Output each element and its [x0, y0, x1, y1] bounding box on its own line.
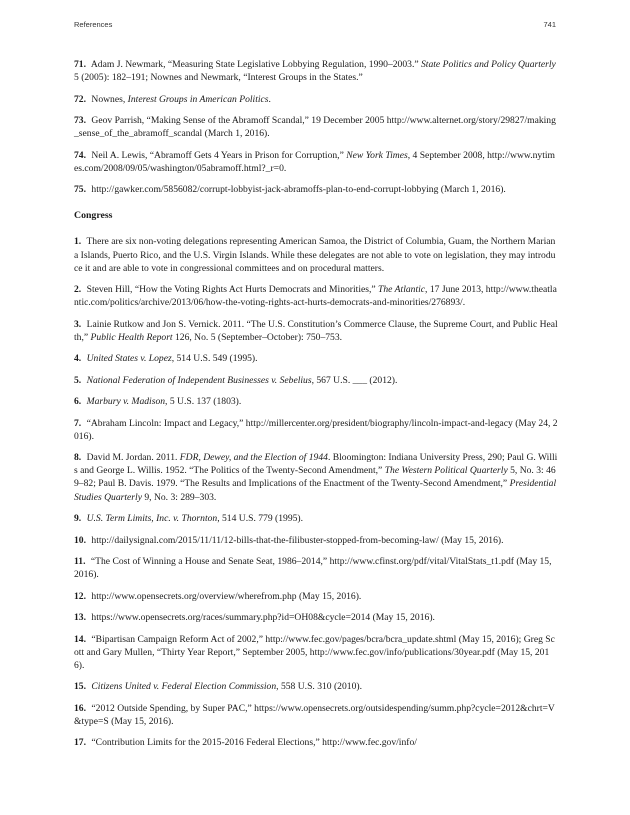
reference-note — [74, 352, 558, 365]
note-text: , 567 U.S. ___ (2012). — [311, 374, 398, 386]
notes-list-previous-chapter — [74, 58, 558, 196]
references-body — [74, 58, 558, 758]
note-number: 15. — [74, 681, 86, 693]
note-number: 7. — [74, 417, 82, 429]
reference-note — [74, 235, 558, 274]
note-number: 9. — [74, 513, 82, 525]
note-number: 74. — [74, 149, 86, 161]
note-text: http://gawker.com/5856082/corrupt-lobbyist-jack-abramoffs-plan-to-end-corrupt-lobbying (March 1, 2016). — [91, 184, 506, 196]
note-text: http://www.opensecrets.org/overview/wherefrom.php (May 15, 2016). — [91, 590, 362, 602]
note-text: “Abraham Lincoln: Impact and Legacy,” http://millercenter.org/president/biography/lincoln-impact-and-legacy (May 24, 2016). — [74, 417, 558, 442]
reference-note — [74, 512, 558, 525]
note-italic-title: FDR, Dewey, and the Election of 1944 — [179, 452, 328, 464]
reference-note — [74, 736, 558, 749]
note-italic-title: Marbury v. Madison — [86, 396, 166, 408]
note-text: “Bipartisan Campaign Reform Act of 2002,” http://www.fec.gov/pages/bcra/bcra_update.shtml (May 15, 2016); Greg Scott and Gary Mullen, “Thirty Year Report,” September 2005, http://www.fec.gov/info/publications/30year.pdf (May 15, 2016). — [74, 633, 555, 671]
page-number: 741 — [543, 20, 556, 29]
note-italic-title: Interest Groups in American Politics — [127, 93, 269, 105]
note-text: . — [268, 93, 271, 105]
note-number: 8. — [74, 452, 82, 464]
reference-note — [74, 611, 558, 624]
reference-note — [74, 555, 558, 581]
note-italic-title: The Western Political Quarterly — [384, 465, 508, 477]
note-number: 10. — [74, 534, 86, 546]
note-text: 5 (2005): 182–191; Nownes and Newmark, “Interest Groups in the States.” — [74, 72, 363, 84]
note-text: Nownes, — [91, 93, 128, 105]
reference-note — [74, 374, 558, 387]
reference-note — [74, 183, 558, 196]
running-header-title: References — [74, 20, 113, 29]
note-text: There are six non-voting delegations representing American Samoa, the District of Columbia, Guam, the Northern Mariana Islands, Puerto Rico, and the U.S. Virgin Islands. While these delegates are not able to vote on legislation, they may introduce it and are able to vote in congressional committees and on procedural matters. — [74, 236, 556, 274]
note-text: , 4 September 2008, http://www.nytimes.com/2008/09/05/washington/05abramoff.html?_r=0. — [74, 149, 556, 174]
reference-note — [74, 114, 558, 140]
note-text: Neil A. Lewis, “Abramoff Gets 4 Years in Prison for Corruption,” — [91, 149, 347, 161]
note-text: , 17 June 2013, http://www.theatlantic.com/politics/archive/2013/06/how-the-voting-rights-act-hurts-democrats-and-minorities/276893/. — [74, 284, 557, 309]
note-number: 3. — [74, 318, 82, 330]
notes-list-congress — [74, 235, 558, 749]
reference-note — [74, 93, 558, 106]
note-italic-title: Citizens United v. Federal Election Commission — [91, 681, 277, 693]
reference-note — [74, 283, 558, 309]
note-number: 71. — [74, 59, 86, 70]
note-number: 5. — [74, 374, 82, 386]
note-text: https://www.opensecrets.org/races/summary.php?id=OH08&cycle=2014 (May 15, 2016). — [91, 612, 435, 624]
reference-note — [74, 58, 558, 84]
note-number: 72. — [74, 93, 86, 105]
note-italic-title: New York Times — [346, 149, 408, 161]
note-number: 73. — [74, 115, 86, 127]
note-number: 75. — [74, 184, 86, 196]
note-text: , 514 U.S. 779 (1995). — [217, 513, 304, 525]
note-italic-title: The Atlantic — [378, 284, 426, 296]
reference-note — [74, 417, 558, 443]
reference-note — [74, 534, 558, 547]
reference-note — [74, 149, 558, 175]
reference-note — [74, 318, 558, 344]
reference-note — [74, 680, 558, 693]
note-text: 126, No. 5 (September–October): 750–753. — [172, 331, 343, 343]
note-text: . Bloomington: Indiana University Press, 290; Paul G. Willis and George L. Willis. 1952. “The Politics of the Twenty-Second Amendment,” — [74, 452, 558, 477]
note-text: Lainie Rutkow and Jon S. Vernick. 2011. “The U.S. Constitution’s Commerce Clause, the Supreme Court, and Public Health,” — [74, 318, 558, 343]
note-text: , 514 U.S. 549 (1995). — [171, 353, 258, 365]
note-italic-title: National Federation of Independent Businesses v. Sebelius — [86, 374, 312, 386]
note-text: “The Cost of Winning a House and Senate Seat, 1986–2014,” http://www.cfinst.org/pdf/vital/VitalStats_t1.pdf (May 15, 2016). — [74, 556, 552, 581]
section-heading-congress: Congress — [74, 210, 113, 222]
note-text: 9, No. 3: 289–303. — [141, 491, 217, 503]
note-text: , 5 U.S. 137 (1803). — [165, 396, 242, 408]
reference-note — [74, 590, 558, 603]
reference-note — [74, 395, 558, 408]
note-text: , 558 U.S. 310 (2010). — [276, 681, 362, 693]
note-number: 4. — [74, 353, 82, 365]
note-text: Adam J. Newmark, “Measuring State Legislative Lobbying Regulation, 1990–2003.” — [90, 59, 421, 70]
note-italic-title: Presidential Studies Quarterly — [74, 478, 557, 503]
reference-note — [74, 702, 558, 728]
note-text: Geov Parrish, “Making Sense of the Abramoff Scandal,” 19 December 2005 http://www.alternet.org/story/29827/making_sense_of_the_abramoff_scandal (March 1, 2016). — [74, 115, 556, 140]
note-number: 6. — [74, 396, 82, 408]
note-number: 11. — [74, 556, 86, 567]
note-text: Steven Hill, “How the Voting Rights Act Hurts Democrats and Minorities,” — [86, 284, 379, 296]
note-text: “2012 Outside Spending, by Super PAC,” https://www.opensecrets.org/outsidespending/summ.php?cycle=2012&chrt=V&type=S (May 15, 2016). — [74, 702, 555, 727]
note-number: 16. — [74, 702, 86, 714]
note-text: http://dailysignal.com/2015/11/11/12-bills-that-the-filibuster-stopped-from-becoming-law/ (May 15, 2016). — [91, 534, 504, 546]
note-italic-title: United States v. Lopez — [86, 353, 172, 365]
note-text: “Contribution Limits for the 2015-2016 Federal Elections,” http://www.fec.gov/info/ — [91, 737, 417, 749]
reference-note — [74, 451, 558, 503]
note-italic-title: U.S. Term Limits, Inc. v. Thornton — [86, 513, 218, 525]
note-text: 5, No. 3: 469–82; Paul B. Davis. 1979. “The Results and Implications of the Enactment of the Twenty-Second Amendment,” — [74, 465, 556, 490]
note-text: David M. Jordan. 2011. — [86, 452, 180, 464]
note-italic-title: State Politics and Policy Quarterly — [421, 59, 556, 70]
note-italic-title: Public Health Report — [90, 331, 173, 343]
note-number: 13. — [74, 612, 86, 624]
note-number: 12. — [74, 590, 86, 602]
note-number: 1. — [74, 236, 82, 248]
reference-note — [74, 633, 558, 672]
note-number: 17. — [74, 737, 86, 749]
note-number: 14. — [74, 633, 86, 645]
note-number: 2. — [74, 284, 82, 296]
